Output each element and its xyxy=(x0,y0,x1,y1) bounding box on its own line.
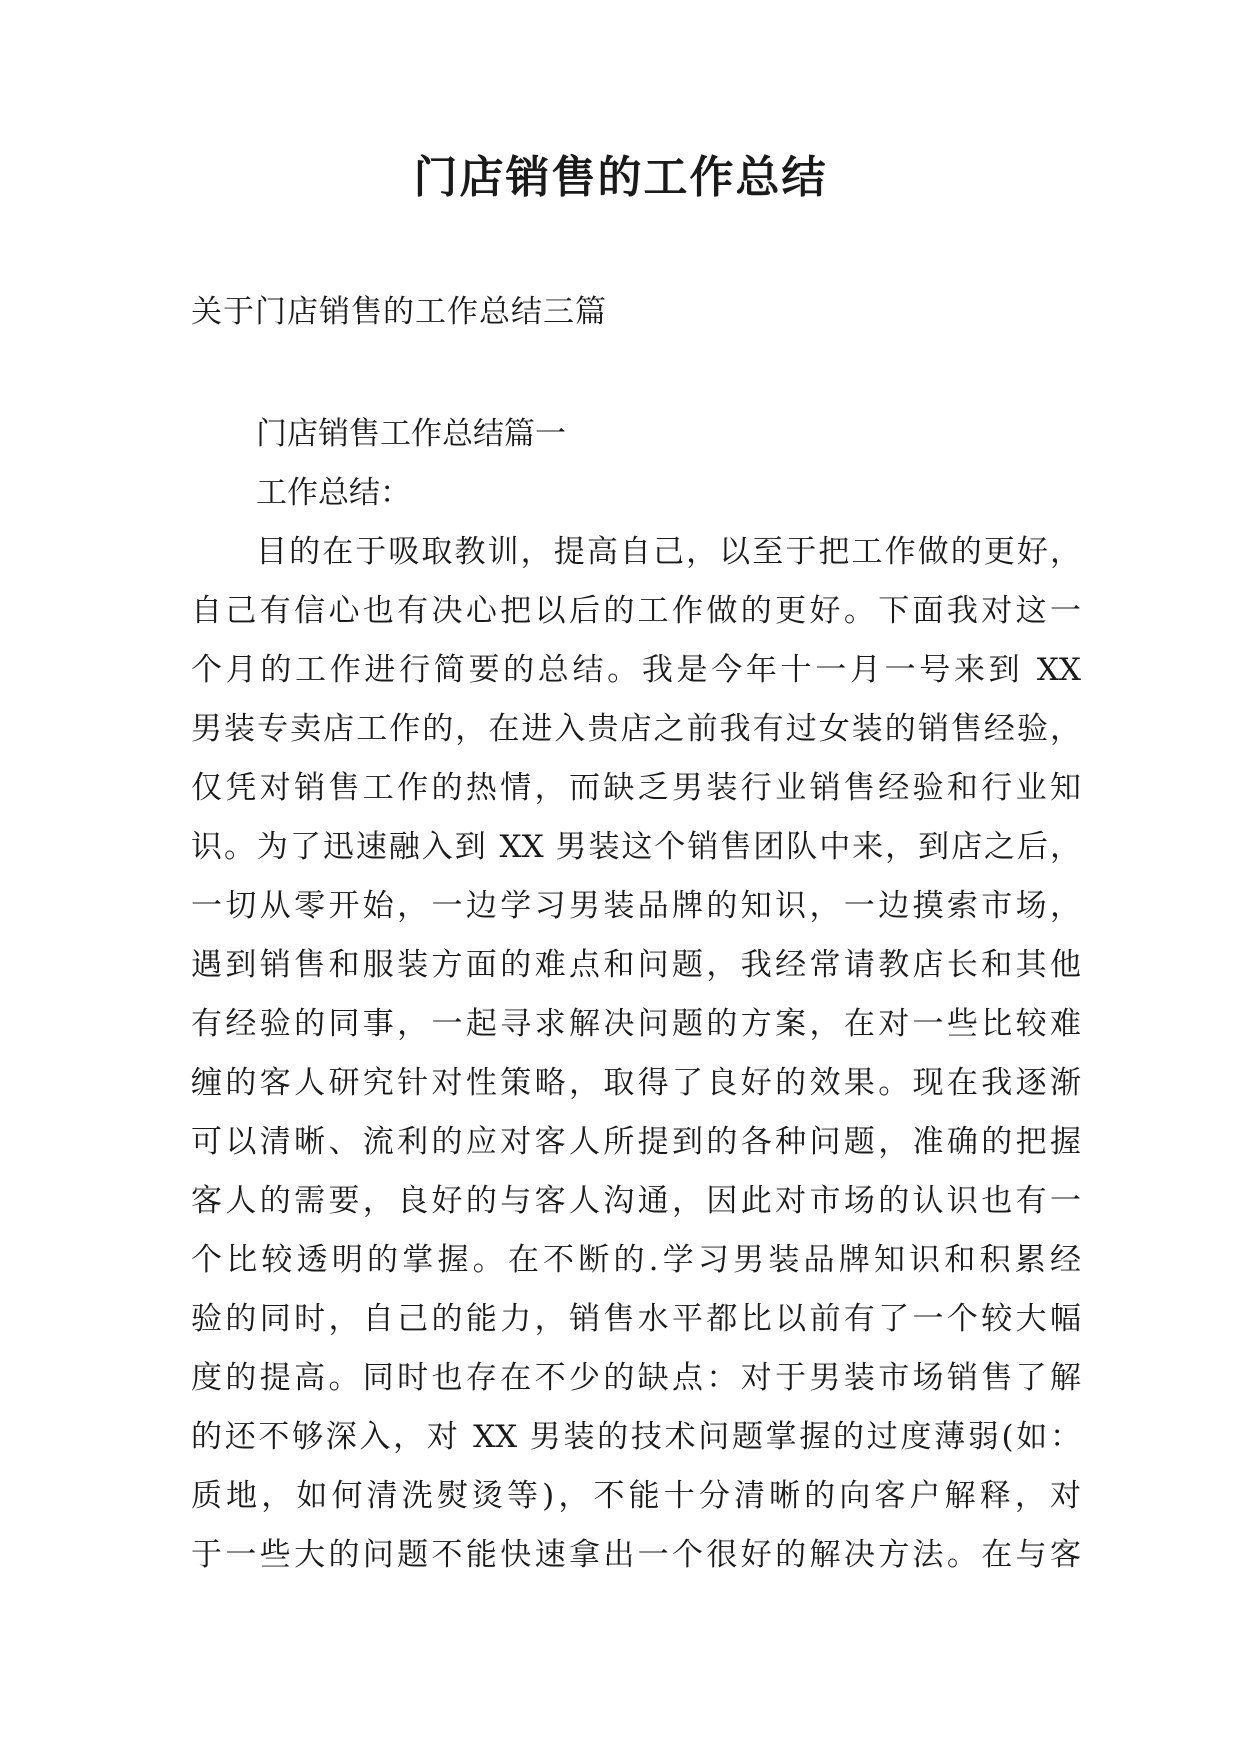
body-line: 目的在于吸取教训，提高自己，以至于把工作做的更好， xyxy=(256,534,1081,570)
body-line: 客人的需要，良好的与客人沟通，因此对市场的认识也有一 xyxy=(191,1183,1081,1219)
body-line: 于一些大的问题不能快速拿出一个很好的解决方法。在与客 xyxy=(191,1537,1081,1573)
body-line: 可以清晰、流利的应对客人所提到的各种问题，准确的把握 xyxy=(191,1124,1081,1160)
body-line: 度的提高。同时也存在不少的缺点：对于男装市场销售了解 xyxy=(191,1360,1081,1396)
body-line: 男装专卖店工作的，在进入贵店之前我有过女装的销售经验， xyxy=(191,711,1081,747)
body-line: 质地，如何清洗熨烫等)，不能十分清晰的向客户解释，对 xyxy=(191,1478,1081,1514)
body-line: 个比较透明的掌握。在不断的.学习男装品牌知识和积累经 xyxy=(191,1242,1081,1278)
body-line: 验的同时，自己的能力，销售水平都比以前有了一个较大幅 xyxy=(191,1301,1081,1337)
body-line: 缠的客人研究针对性策略，取得了良好的效果。现在我逐渐 xyxy=(191,1065,1081,1101)
section-heading: 门店销售工作总结篇一 xyxy=(256,416,566,452)
document-subtitle: 关于门店销售的工作总结三篇 xyxy=(191,294,607,330)
body-line: 识。为了迅速融入到 XX 男装这个销售团队中来，到店之后， xyxy=(191,829,1081,865)
body-line: 自己有信心也有决心把以后的工作做的更好。下面我对这一 xyxy=(191,593,1081,629)
body-line: 遇到销售和服装方面的难点和问题，我经常请教店长和其他 xyxy=(191,947,1081,983)
body-line: 仅凭对销售工作的热情，而缺乏男装行业销售经验和行业知 xyxy=(191,770,1081,806)
body-line: 有经验的同事，一起寻求解决问题的方案，在对一些比较难 xyxy=(191,1006,1081,1042)
body-line: 一切从零开始，一边学习男装品牌的知识，一边摸索市场， xyxy=(191,888,1081,924)
body-line: 个月的工作进行简要的总结。我是今年十一月一号来到 XX xyxy=(191,652,1081,688)
body-line: 的还不够深入，对 XX 男装的技术问题掌握的过度薄弱(如： xyxy=(191,1419,1081,1455)
document-title: 门店销售的工作总结 xyxy=(413,152,828,203)
document-body xyxy=(191,405,1081,1585)
section-label: 工作总结： xyxy=(256,475,411,511)
